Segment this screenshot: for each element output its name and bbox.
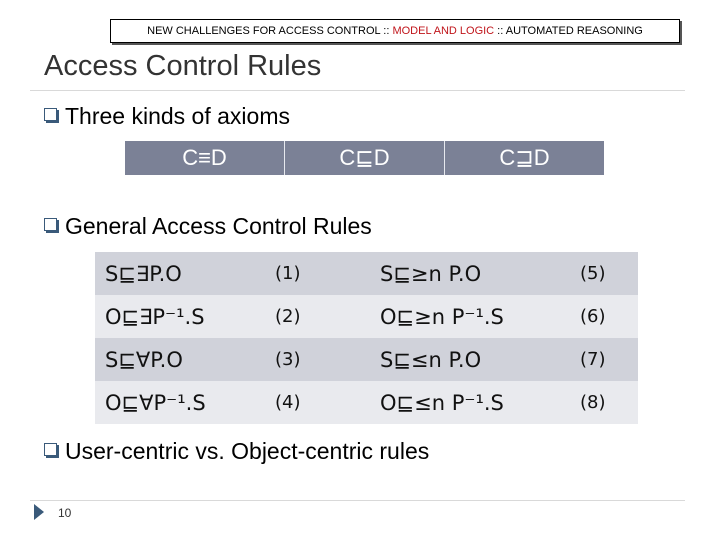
table-row <box>95 295 638 338</box>
rule-right: S⊑≤n P.O <box>370 338 570 381</box>
axiom-subsumption: C⊑D <box>285 141 445 175</box>
rule-left: S⊑∀P.O <box>95 338 265 381</box>
rule-right: O⊑≥n P⁻¹.S <box>370 295 570 338</box>
bullet-text: Three kinds of axioms <box>65 103 290 129</box>
bullet-text: User-centric vs. Object-centric rules <box>65 438 430 464</box>
rule-left-number: (2) <box>265 295 370 338</box>
axiom-supersumption: C⊒D <box>499 145 550 170</box>
rule-right-number: (8) <box>570 381 638 424</box>
table-row <box>95 381 638 424</box>
bullet-three-kinds <box>44 103 290 130</box>
slide-title: Access Control Rules <box>44 50 322 82</box>
rules-table <box>95 252 638 424</box>
page-arrow-icon <box>34 504 44 520</box>
rule-right: S⊑≥n P.O <box>370 252 570 295</box>
axiom-bar <box>125 141 604 175</box>
bullet-text: General Access Control Rules <box>65 213 372 239</box>
table-row <box>95 338 638 381</box>
header-text-highlight: MODEL AND LOGIC <box>392 25 495 37</box>
axiom-equivalence: C≡D <box>125 141 285 175</box>
header-banner <box>110 19 680 43</box>
title-divider <box>30 90 685 91</box>
rule-right-number: (5) <box>570 252 638 295</box>
rule-left-number: (4) <box>265 381 370 424</box>
footer-divider <box>30 500 685 501</box>
page-number: 10 <box>58 506 72 520</box>
checkbox-bullet-icon <box>44 218 57 231</box>
rule-right-number: (6) <box>570 295 638 338</box>
rule-left: O⊑∀P⁻¹.S <box>95 381 265 424</box>
checkbox-bullet-icon <box>44 443 57 456</box>
rule-right-number: (7) <box>570 338 638 381</box>
rule-left: S⊑∃P.O <box>95 252 265 295</box>
rule-left-number: (1) <box>265 252 370 295</box>
rule-left-number: (3) <box>265 338 370 381</box>
bullet-general-rules <box>44 213 372 240</box>
bullet-user-object-centric <box>44 438 429 465</box>
rule-right: O⊑≤n P⁻¹.S <box>370 381 570 424</box>
rule-left: O⊑∃P⁻¹.S <box>95 295 265 338</box>
checkbox-bullet-icon <box>44 108 57 121</box>
header-text-part1: NEW CHALLENGES FOR ACCESS CONTROL :: <box>147 25 393 37</box>
header-text-part3: :: AUTOMATED REASONING <box>494 25 643 37</box>
table-row <box>95 252 638 295</box>
